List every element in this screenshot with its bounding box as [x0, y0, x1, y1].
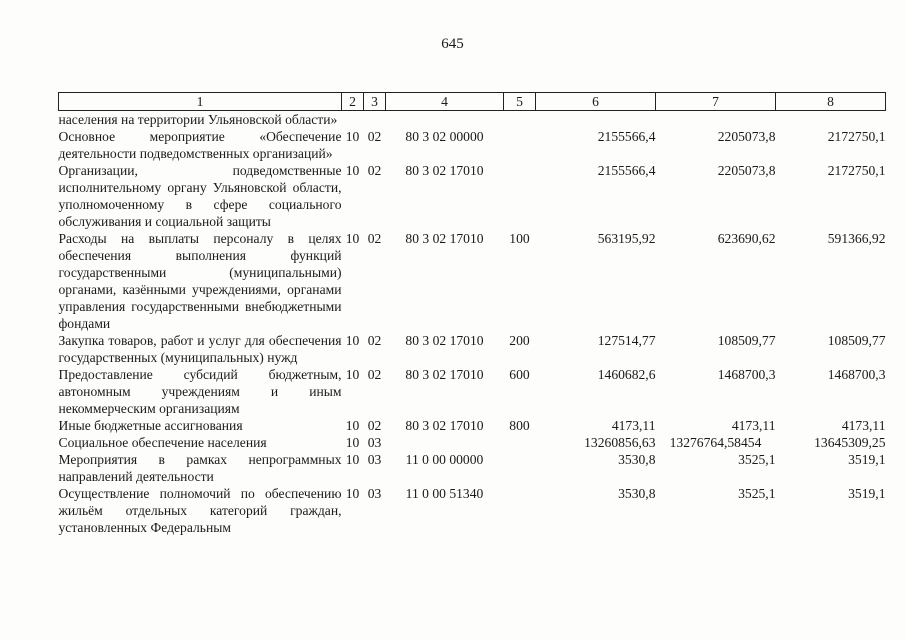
row-target-article: 80 3 02 17010: [405, 418, 484, 433]
row-amount-year1: 4173,11: [611, 418, 656, 433]
row-target-article: 11 0 00 00000: [405, 452, 484, 467]
row-amount-year2: 2205073,8: [717, 129, 776, 144]
row-section: 10: [345, 163, 360, 178]
row-subsection: 02: [367, 163, 382, 178]
table-row: [59, 332, 886, 366]
col-header-5: 5: [504, 93, 536, 111]
row-amount-year1: 2155566,4: [597, 129, 656, 144]
row-amount-year1: 13260856,63: [584, 435, 656, 450]
row-expense-type: 600: [509, 367, 530, 382]
row-subsection: 02: [367, 333, 382, 348]
row-expense-type: 100: [509, 231, 530, 246]
row-target-article: 80 3 02 17010: [405, 163, 484, 178]
table-row: [59, 366, 886, 417]
row-amount-year1: 1460682,6: [597, 367, 656, 382]
row-amount-year2: 623690,62: [717, 231, 776, 246]
row-amount-year2: 1468700,3: [717, 367, 776, 382]
row-amount-year3: 3519,1: [848, 452, 886, 467]
row-subsection: 02: [367, 367, 382, 382]
row-section: 10: [345, 129, 360, 144]
row-subsection: [364, 111, 386, 129]
row-name: Социальное обеспечение населения: [58, 435, 267, 450]
table-row: [59, 451, 886, 485]
row-section: 10: [345, 418, 360, 433]
row-amount-year1: 3530,8: [618, 486, 656, 501]
table-row: [59, 485, 886, 536]
row-name: Организации, подведомственные исполнительному органу Ульяновской области, уполномоченному в сфере социального обслуживания и социальной защиты: [58, 163, 342, 229]
row-amount-year3: [776, 111, 886, 129]
row-amount-year2: 3525,1: [738, 486, 776, 501]
row-expense-type: [504, 434, 536, 451]
budget-table: [58, 92, 886, 536]
col-header-1: 1: [59, 93, 342, 111]
row-expense-type: [504, 451, 536, 485]
row-name: Расходы на выплаты персоналу в целях обеспечения выполнения функций государственными (муниципальными) органами, казёнными учреждениями, органами управления государственными внебюджетными фондами: [58, 231, 342, 331]
row-section: 10: [345, 486, 360, 501]
row-name: Предоставление субсидий бюджетным, автономным учреждениям и иным некоммерческим организациям: [58, 367, 342, 416]
row-amount-year1: 3530,8: [618, 452, 656, 467]
row-expense-type: 800: [509, 418, 530, 433]
row-section: 10: [345, 452, 360, 467]
row-name: Иные бюджетные ассигнования: [58, 418, 243, 433]
row-section: 10: [345, 435, 360, 450]
row-target-article: 80 3 02 17010: [405, 367, 484, 382]
row-section: 10: [345, 367, 360, 382]
table-row: [59, 230, 886, 332]
row-subsection: 03: [367, 452, 382, 467]
row-amount-year3: 3519,1: [848, 486, 886, 501]
col-header-8: 8: [776, 93, 886, 111]
row-target-article: [386, 434, 504, 451]
col-header-6: 6: [536, 93, 656, 111]
row-subsection: 03: [367, 486, 382, 501]
row-expense-type: [504, 485, 536, 536]
row-expense-type: [504, 111, 536, 129]
table-row: [59, 417, 886, 434]
row-amount-year1: [536, 111, 656, 129]
row-amount-year3: 2172750,1: [827, 129, 886, 144]
row-expense-type: [504, 162, 536, 230]
table-row: [59, 162, 886, 230]
row-amount-year1: 2155566,4: [597, 163, 656, 178]
row-amount-year1: 127514,77: [597, 333, 656, 348]
row-target-article: 80 3 02 17010: [405, 231, 484, 246]
row-amount-year2: 4173,11: [731, 418, 776, 433]
header-row: [59, 93, 886, 111]
row-target-article: 11 0 00 51340: [405, 486, 484, 501]
row-name: Закупка товаров, работ и услуг для обеспечения государственных (муниципальных) нужд: [58, 333, 342, 365]
table-row: [59, 434, 886, 451]
row-amount-year2: 108509,77: [717, 333, 776, 348]
row-subsection: 03: [367, 435, 382, 450]
row-name: Мероприятия в рамках непрограммных направлений деятельности: [58, 452, 342, 484]
row-amount-year3: 591366,92: [827, 231, 886, 246]
table-row: [59, 128, 886, 162]
row-amount-year1: 563195,92: [597, 231, 656, 246]
row-section: 10: [345, 231, 360, 246]
row-subsection: 02: [367, 231, 382, 246]
row-subsection: 02: [367, 129, 382, 144]
col-header-3: 3: [364, 93, 386, 111]
row-name: Основное мероприятие «Обеспечение деятельности подведомственных организаций»: [58, 129, 342, 161]
row-amount-year2: 3525,1: [738, 452, 776, 467]
row-amount-year3: 108509,77: [827, 333, 886, 348]
row-expense-type: 200: [509, 333, 530, 348]
row-name: Осуществление полномочий по обеспечению жильём отдельных категорий граждан, установленных Федеральным: [58, 486, 342, 535]
row-amount-year2: 2205073,8: [717, 163, 776, 178]
row-target-article: [386, 111, 504, 129]
row-target-article: 80 3 02 00000: [405, 129, 484, 144]
row-section: 10: [345, 333, 360, 348]
row-amount-year2: 13276764,58454: [669, 435, 762, 450]
col-header-2: 2: [342, 93, 364, 111]
col-header-4: 4: [386, 93, 504, 111]
row-expense-type: [504, 128, 536, 162]
row-section: [342, 111, 364, 129]
row-name: населения на территории Ульяновской области»: [58, 112, 338, 127]
table-row: [59, 111, 886, 129]
row-target-article: 80 3 02 17010: [405, 333, 484, 348]
row-subsection: 02: [367, 418, 382, 433]
row-amount-year3: 2172750,1: [827, 163, 886, 178]
row-amount-year3: 4173,11: [841, 418, 886, 433]
col-header-7: 7: [656, 93, 776, 111]
page-number: 645: [441, 36, 464, 52]
row-amount-year2: [656, 111, 776, 129]
row-amount-year3: 1468700,3: [827, 367, 886, 382]
row-amount-year3: 13645309,25: [814, 435, 886, 450]
